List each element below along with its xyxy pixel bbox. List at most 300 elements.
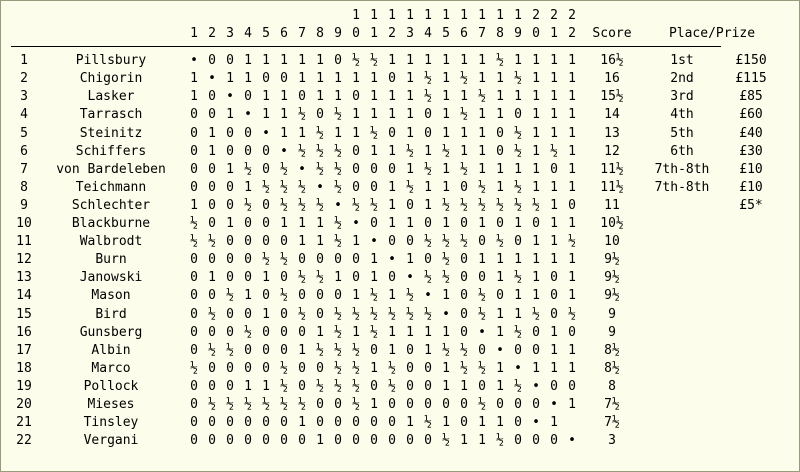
table-row <box>11 125 781 143</box>
result-cell: 1 <box>568 71 576 87</box>
result-cell: 0 <box>406 234 414 250</box>
result-cell: • <box>244 107 252 123</box>
player-place: 1st <box>670 53 694 69</box>
result-cell: 0 <box>334 415 342 431</box>
header-opponent-22: 2 <box>568 26 576 42</box>
result-cell: ½ <box>442 143 450 159</box>
result-cell: 1 <box>496 179 504 195</box>
result-cell: 1 <box>532 179 540 195</box>
result-cell: • <box>298 161 306 177</box>
result-cell: 0 <box>244 252 252 268</box>
result-cell: 1 <box>496 71 504 87</box>
result-cell: 1 <box>352 71 360 87</box>
table-row <box>11 414 781 432</box>
result-cell: 1 <box>334 89 342 105</box>
result-cell: ½ <box>514 324 522 340</box>
player-name: Marco <box>91 360 131 376</box>
player-rank: 10 <box>16 216 32 232</box>
result-cell: 0 <box>262 161 270 177</box>
player-score: 13 <box>604 125 620 141</box>
player-score: 8½ <box>604 360 620 376</box>
result-cell: 0 <box>478 234 486 250</box>
header-opponent-2: 2 <box>208 26 216 42</box>
player-score: 7½ <box>604 415 620 431</box>
player-place <box>643 197 721 215</box>
result-cell: ½ <box>460 71 468 87</box>
header-opponent-13: 3 <box>406 26 414 42</box>
result-cell: 0 <box>226 378 234 394</box>
result-cell: 1 <box>244 288 252 304</box>
player-prize: £10 <box>739 179 763 195</box>
result-cell: 0 <box>208 107 216 123</box>
result-cell: 1 <box>532 161 540 177</box>
result-cell: 0 <box>244 89 252 105</box>
result-cell: 1 <box>388 179 396 195</box>
player-prize <box>721 306 781 324</box>
result-cell: 0 <box>388 415 396 431</box>
result-cell: 1 <box>406 53 414 69</box>
header-opponent-tens-9 <box>329 7 347 25</box>
result-cell: 1 <box>568 360 576 376</box>
result-cell: 0 <box>280 71 288 87</box>
result-cell: 0 <box>262 360 270 376</box>
result-cell: 0 <box>226 324 234 340</box>
player-score: 15½ <box>600 89 624 105</box>
header-rule <box>11 43 721 52</box>
result-cell: ½ <box>406 179 414 195</box>
result-cell: 1 <box>388 342 396 358</box>
result-cell: 1 <box>352 324 360 340</box>
result-cell: 1 <box>352 125 360 141</box>
result-cell: 1 <box>406 161 414 177</box>
header-blank-rank <box>11 7 37 25</box>
result-cell: 1 <box>496 89 504 105</box>
result-cell: • <box>550 396 558 412</box>
result-cell: ½ <box>442 342 450 358</box>
result-cell: 1 <box>280 216 288 232</box>
result-cell: 1 <box>190 89 198 105</box>
result-cell: 0 <box>190 125 198 141</box>
result-cell: 1 <box>514 89 522 105</box>
player-place <box>643 251 721 269</box>
result-cell: 0 <box>514 234 522 250</box>
result-cell: 0 <box>226 433 234 449</box>
player-score: 9½ <box>604 288 620 304</box>
table-row <box>11 342 781 360</box>
result-cell: 1 <box>550 324 558 340</box>
player-name: Lasker <box>87 89 135 105</box>
result-cell: 1 <box>550 216 558 232</box>
result-cell: 0 <box>532 342 540 358</box>
player-score: 10½ <box>600 216 624 232</box>
result-cell: 1 <box>262 53 270 69</box>
header-opponent-tens-4 <box>239 7 257 25</box>
result-cell: 0 <box>280 415 288 431</box>
table-row <box>11 106 781 124</box>
header-opponent-tens-7 <box>293 7 311 25</box>
player-prize: £150 <box>735 53 767 69</box>
result-cell: ½ <box>280 360 288 376</box>
result-cell: 1 <box>460 143 468 159</box>
result-cell: 0 <box>370 216 378 232</box>
result-cell: 1 <box>388 89 396 105</box>
player-place: 5th <box>670 125 694 141</box>
result-cell: 0 <box>298 324 306 340</box>
result-cell: ½ <box>352 306 360 322</box>
result-cell: ½ <box>370 324 378 340</box>
result-cell: ½ <box>442 234 450 250</box>
result-cell: 0 <box>208 324 216 340</box>
result-cell: • <box>352 216 360 232</box>
header-opponent-10: 0 <box>352 26 360 42</box>
result-cell: 1 <box>442 53 450 69</box>
result-cell: 0 <box>460 270 468 286</box>
result-cell: 0 <box>532 216 540 232</box>
result-cell: 1 <box>442 161 450 177</box>
result-cell: 1 <box>532 107 540 123</box>
player-place: 2nd <box>670 71 694 87</box>
result-cell: 1 <box>316 324 324 340</box>
result-cell: ½ <box>496 197 504 213</box>
result-cell: 0 <box>550 161 558 177</box>
result-cell: ½ <box>352 197 360 213</box>
result-cell: 0 <box>280 324 288 340</box>
result-cell: 1 <box>298 71 306 87</box>
result-cell: 0 <box>208 197 216 213</box>
result-cell: 1 <box>568 342 576 358</box>
header-opponent-16: 6 <box>460 26 468 42</box>
result-cell: 1 <box>550 125 558 141</box>
result-cell: 0 <box>352 270 360 286</box>
result-cell: 0 <box>262 143 270 159</box>
header-opponent-18: 8 <box>496 26 504 42</box>
result-cell: 0 <box>334 252 342 268</box>
result-cell: ½ <box>280 179 288 195</box>
result-cell: 1 <box>514 216 522 232</box>
result-cell: 1 <box>280 107 288 123</box>
player-prize <box>721 287 781 305</box>
player-rank: 12 <box>16 252 32 268</box>
result-cell: • <box>190 53 198 69</box>
result-cell: 0 <box>262 324 270 340</box>
player-place: 4th <box>670 107 694 123</box>
result-cell: 1 <box>226 71 234 87</box>
result-cell: ½ <box>334 179 342 195</box>
result-cell: ½ <box>424 71 432 87</box>
player-rank: 7 <box>20 161 28 177</box>
table-row <box>11 197 781 215</box>
player-score: 11 <box>604 197 620 213</box>
result-cell: 0 <box>352 89 360 105</box>
result-cell: 1 <box>532 288 540 304</box>
result-cell: 1 <box>568 396 576 412</box>
result-cell: ½ <box>280 197 288 213</box>
result-cell: 1 <box>208 143 216 159</box>
player-prize <box>721 396 781 414</box>
result-cell: • <box>370 234 378 250</box>
result-cell: 1 <box>298 342 306 358</box>
result-cell: 1 <box>568 252 576 268</box>
player-rank: 20 <box>16 396 32 412</box>
result-cell: ½ <box>406 306 414 322</box>
player-place <box>643 287 721 305</box>
result-cell: ½ <box>424 270 432 286</box>
result-cell: ½ <box>190 360 198 376</box>
table-row <box>11 233 781 251</box>
result-cell: 0 <box>388 270 396 286</box>
result-cell: 1 <box>370 89 378 105</box>
result-cell: 0 <box>262 216 270 232</box>
result-cell: ½ <box>514 270 522 286</box>
result-cell: 1 <box>406 125 414 141</box>
player-score: 11½ <box>600 161 624 177</box>
result-cell: ½ <box>442 270 450 286</box>
result-cell: 1 <box>568 53 576 69</box>
result-cell: ½ <box>478 306 486 322</box>
result-cell: 0 <box>388 234 396 250</box>
result-cell: 1 <box>478 252 486 268</box>
result-cell: 0 <box>316 306 324 322</box>
header-opponent-tens-14: 1 <box>424 8 432 23</box>
result-cell: 0 <box>208 53 216 69</box>
result-cell: ½ <box>424 415 432 431</box>
result-cell: 1 <box>208 270 216 286</box>
result-cell: 0 <box>226 360 234 376</box>
result-cell: ½ <box>334 234 342 250</box>
result-cell: 1 <box>388 107 396 123</box>
result-cell: 1 <box>226 216 234 232</box>
result-cell: 1 <box>280 89 288 105</box>
result-cell: 1 <box>550 89 558 105</box>
result-cell: 0 <box>244 306 252 322</box>
header-rule-row <box>11 43 781 52</box>
header-opponent-tens-21: 2 <box>550 8 558 23</box>
player-score: 9 <box>608 306 616 322</box>
result-cell: 0 <box>298 252 306 268</box>
result-cell: ½ <box>280 378 288 394</box>
header-blank-prize <box>721 7 781 25</box>
table-row <box>11 306 781 324</box>
result-cell: 0 <box>406 342 414 358</box>
result-cell: ½ <box>514 125 522 141</box>
result-cell: ½ <box>280 396 288 412</box>
result-cell: 0 <box>370 415 378 431</box>
result-cell: 0 <box>190 270 198 286</box>
player-rank: 21 <box>16 415 32 431</box>
table-row <box>11 161 781 179</box>
header-opponent-21: 1 <box>550 26 558 42</box>
result-cell: 0 <box>406 396 414 412</box>
result-cell: 0 <box>262 234 270 250</box>
result-cell: 1 <box>514 306 522 322</box>
result-cell: ½ <box>460 161 468 177</box>
result-cell: 1 <box>568 107 576 123</box>
player-rank: 5 <box>20 125 28 141</box>
player-rank: 16 <box>16 324 32 340</box>
result-cell: 1 <box>298 53 306 69</box>
result-cell: 0 <box>280 306 288 322</box>
result-cell: ½ <box>208 342 216 358</box>
result-cell: ½ <box>352 360 360 376</box>
header-opponent-tens-13: 1 <box>406 8 414 23</box>
result-cell: 1 <box>244 179 252 195</box>
result-cell: 1 <box>442 324 450 340</box>
header-opponent-4: 4 <box>244 26 252 42</box>
result-cell: 0 <box>442 396 450 412</box>
result-cell: 1 <box>280 53 288 69</box>
result-cell: 0 <box>226 234 234 250</box>
result-cell: 0 <box>316 415 324 431</box>
result-cell: 0 <box>388 433 396 449</box>
result-cell: ½ <box>478 197 486 213</box>
result-cell: 1 <box>550 107 558 123</box>
result-cell: ½ <box>298 197 306 213</box>
player-rank: 3 <box>20 89 28 105</box>
header-opponent-tens-12: 1 <box>388 8 396 23</box>
result-cell: 0 <box>514 342 522 358</box>
result-cell: 0 <box>424 107 432 123</box>
result-cell: 0 <box>532 396 540 412</box>
result-cell: 1 <box>568 216 576 232</box>
result-cell: 1 <box>442 415 450 431</box>
result-cell: 1 <box>406 71 414 87</box>
player-prize <box>721 342 781 360</box>
result-cell: 1 <box>460 433 468 449</box>
header-opponent-tens-2 <box>203 7 221 25</box>
result-cell: ½ <box>334 360 342 376</box>
result-cell: 1 <box>460 53 468 69</box>
result-cell: ½ <box>388 306 396 322</box>
result-cell: 1 <box>280 125 288 141</box>
result-cell: 1 <box>550 415 558 431</box>
result-cell: 0 <box>370 433 378 449</box>
player-name: Blackburne <box>71 216 151 232</box>
result-cell: 0 <box>190 252 198 268</box>
result-cell: 0 <box>514 396 522 412</box>
result-cell: ½ <box>352 342 360 358</box>
result-cell: 0 <box>550 288 558 304</box>
result-cell: 1 <box>442 378 450 394</box>
table-row <box>11 432 781 450</box>
header-opponent-tens-15: 1 <box>442 8 450 23</box>
result-cell: ½ <box>442 433 450 449</box>
result-cell: ½ <box>406 288 414 304</box>
result-cell: 1 <box>514 252 522 268</box>
player-place <box>643 215 721 233</box>
header-opponent-tens-16: 1 <box>460 8 468 23</box>
result-cell: 0 <box>208 288 216 304</box>
result-cell: 1 <box>406 252 414 268</box>
result-cell: 0 <box>208 378 216 394</box>
result-cell: 1 <box>406 89 414 105</box>
result-cell: 1 <box>496 270 504 286</box>
result-cell: ½ <box>190 234 198 250</box>
player-rank: 17 <box>16 342 32 358</box>
player-prize <box>721 414 781 432</box>
result-cell: 1 <box>460 125 468 141</box>
header-blank-score <box>581 7 643 25</box>
result-cell: ½ <box>370 53 378 69</box>
player-rank: 19 <box>16 378 32 394</box>
result-cell: 0 <box>190 306 198 322</box>
player-prize: £5* <box>739 197 763 213</box>
result-cell: 1 <box>424 342 432 358</box>
result-cell: 1 <box>514 161 522 177</box>
result-cell: 0 <box>478 270 486 286</box>
header-blank-name <box>37 7 185 25</box>
player-rank: 9 <box>20 197 28 213</box>
result-cell: ½ <box>514 143 522 159</box>
result-cell: ½ <box>496 53 504 69</box>
header-opponent-5: 5 <box>262 26 270 42</box>
player-name: Schlechter <box>71 197 151 213</box>
table-row <box>11 143 781 161</box>
result-cell: 0 <box>460 179 468 195</box>
player-score: 10 <box>604 234 620 250</box>
result-cell: 0 <box>316 288 324 304</box>
result-cell: ½ <box>370 288 378 304</box>
player-name: Teichmann <box>75 179 147 195</box>
result-cell: ½ <box>568 306 576 322</box>
result-cell: • <box>388 252 396 268</box>
result-cell: ½ <box>262 252 270 268</box>
result-cell: 0 <box>190 378 198 394</box>
player-place <box>643 269 721 287</box>
result-cell: ½ <box>460 234 468 250</box>
result-cell: 1 <box>352 107 360 123</box>
result-cell: 0 <box>298 378 306 394</box>
result-cell: 0 <box>226 415 234 431</box>
result-cell: 0 <box>460 396 468 412</box>
player-prize: £10 <box>739 161 763 177</box>
result-cell: ½ <box>514 197 522 213</box>
result-cell: 1 <box>316 89 324 105</box>
result-cell: 1 <box>442 71 450 87</box>
result-cell: 0 <box>550 378 558 394</box>
result-cell: ½ <box>532 197 540 213</box>
result-cell: 1 <box>550 71 558 87</box>
result-cell: ½ <box>298 179 306 195</box>
result-cell: 0 <box>190 143 198 159</box>
result-cell: 0 <box>316 252 324 268</box>
player-prize <box>721 215 781 233</box>
result-cell: 1 <box>262 306 270 322</box>
player-rank: 6 <box>20 143 28 159</box>
result-cell: 1 <box>316 234 324 250</box>
player-place <box>643 432 721 450</box>
result-cell: 0 <box>496 125 504 141</box>
header-place-prize-label: Place/Prize <box>668 26 756 42</box>
result-cell: 0 <box>208 252 216 268</box>
header-opponent-20: 0 <box>532 26 540 42</box>
result-cell: ½ <box>226 288 234 304</box>
player-prize <box>721 378 781 396</box>
result-cell: 0 <box>262 197 270 213</box>
header-opponent-12: 2 <box>388 26 396 42</box>
result-cell: ½ <box>316 378 324 394</box>
result-cell: ½ <box>316 197 324 213</box>
result-cell: 1 <box>316 71 324 87</box>
result-cell: 1 <box>550 179 558 195</box>
header-opponent-11: 1 <box>370 26 378 42</box>
result-cell: 1 <box>388 53 396 69</box>
result-cell <box>563 414 581 432</box>
crosstable-body <box>11 7 781 52</box>
result-cell: 1 <box>496 252 504 268</box>
player-place <box>643 342 721 360</box>
result-cell: 1 <box>316 433 324 449</box>
result-cell: ½ <box>226 342 234 358</box>
